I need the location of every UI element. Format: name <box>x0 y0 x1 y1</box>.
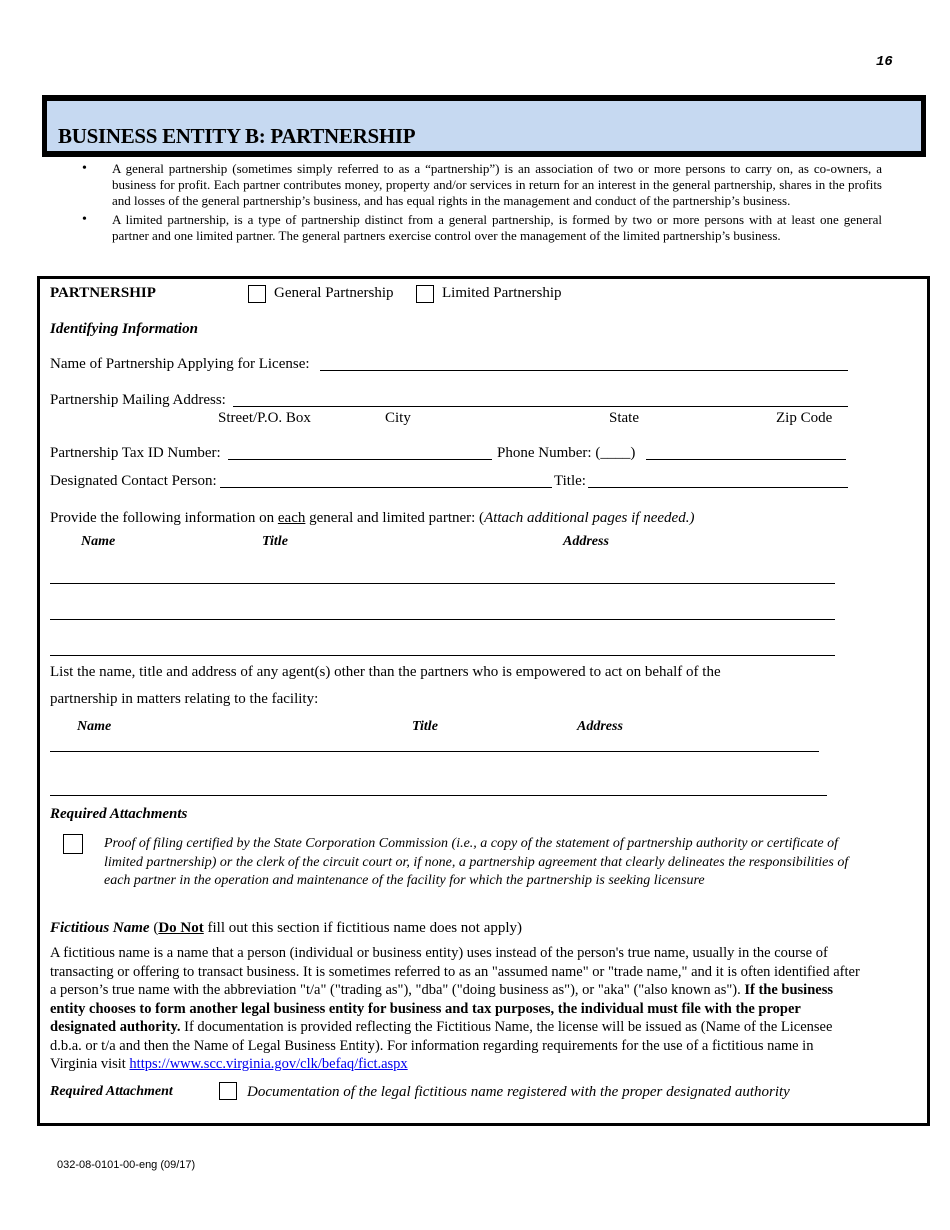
contact-person-field[interactable] <box>220 487 552 488</box>
street-caption: Street/P.O. Box <box>218 410 311 426</box>
page-number: 16 <box>876 54 893 70</box>
state-caption: State <box>609 410 639 426</box>
contact-person-label: Designated Contact Person: <box>50 473 217 489</box>
phone-label: Phone Number: (____) <box>497 445 636 461</box>
phone-field[interactable] <box>646 459 846 460</box>
agent-entry-line[interactable] <box>50 795 827 796</box>
identifying-heading: Identifying Information <box>50 321 198 337</box>
required-attachment-label: Required Attachment <box>50 1084 173 1099</box>
mailing-address-field[interactable] <box>233 406 848 407</box>
general-partnership-label: General Partnership <box>274 285 394 301</box>
contact-title-field[interactable] <box>588 487 848 488</box>
partnership-label: PARTNERSHIP <box>50 285 156 301</box>
form-code: 032-08-0101-00-eng (09/17) <box>57 1159 196 1171</box>
agent-intro-line2: partnership in matters relating to the facility: <box>50 691 319 707</box>
list-item: • A general partnership (sometimes simply referred to as a “partnership”) is an association of two or more persons to carry on, as co-owners, a business for profit. Each partner contributes money, property and/or services in return for an interest in the general partnership, shares in the profits and losses of the general partnership’s business, and has equal rights in the management and conduct of the partnership’s business. <box>82 161 882 208</box>
limited-partnership-checkbox[interactable] <box>416 285 434 303</box>
tax-id-label: Partnership Tax ID Number: <box>50 445 221 461</box>
partner-col-address: Address <box>563 534 609 549</box>
fictitious-doc-checkbox[interactable] <box>219 1082 237 1100</box>
agent-intro-line1: List the name, title and address of any agent(s) other than the partners who is empowered to act on behalf of the <box>50 664 721 680</box>
city-caption: City <box>385 410 411 426</box>
agent-entry-line[interactable] <box>50 751 819 752</box>
mailing-address-label: Partnership Mailing Address: <box>50 392 226 408</box>
required-attachments-heading: Required Attachments <box>50 806 188 822</box>
partner-col-title: Title <box>262 534 288 549</box>
partner-col-name: Name <box>81 534 116 549</box>
partner-intro: Provide the following information on each general and limited partner: (Attach additional pages if needed.) <box>50 510 695 526</box>
partner-entry-line[interactable] <box>50 655 835 656</box>
list-item: • A limited partnership, is a type of partnership distinct from a general partnership, is formed by two or more persons with at least one general partner and one limited partner. The general partners exercise control over the management of the limited partnership’s business. <box>82 212 882 243</box>
fictitious-name-link[interactable]: https://www.scc.virginia.gov/clk/befaq/fict.aspx <box>129 1056 408 1072</box>
partnership-name-field[interactable] <box>320 370 848 371</box>
section-header <box>42 95 926 157</box>
limited-partnership-label: Limited Partnership <box>442 285 562 301</box>
bullet-icon: • <box>82 161 87 176</box>
fictitious-name-heading: Fictitious Name (Do Not fill out this section if fictitious name does not apply) <box>50 920 523 936</box>
partnership-name-label: Name of Partnership Applying for License: <box>50 356 310 372</box>
partner-entry-line[interactable] <box>50 583 835 584</box>
definitions-list <box>82 161 882 247</box>
contact-title-label: Title: <box>554 473 586 489</box>
general-partnership-checkbox[interactable] <box>248 285 266 303</box>
partner-entry-line[interactable] <box>50 619 835 620</box>
agent-col-name: Name <box>77 719 112 734</box>
fictitious-name-description: A fictitious name is a name that a person (individual or business entity) uses instead of the person's true name, usually in the course of transacting or offering to transact business. It is sometimes referred to as an "assumed name" or "trade name," and it is often identified after a person’s true name with the abbreviation "t/a" ("trading as"), "dba" ("doing business as"), or "aka" ("also known as"). If the business entity chooses to form another legal business entity for business and tax purposes, the individual must file with the proper designated authority. If documentation is provided reflecting the Fictitious Name, the license will be issued as (Name of the Licensee d.b.a. or t/a and then the Name of Legal Business Entity). For information regarding requirements for the use of a fictitious name in Virginia visit https://www.scc.virginia.gov/clk/befaq/fict.aspx <box>50 945 860 1072</box>
agent-col-address: Address <box>577 719 623 734</box>
bullet-icon: • <box>82 212 87 227</box>
agent-col-title: Title <box>412 719 438 734</box>
tax-id-field[interactable] <box>228 459 492 460</box>
zip-caption: Zip Code <box>776 410 833 426</box>
fictitious-doc-text: Documentation of the legal fictitious name registered with the proper designated authority <box>247 1084 790 1100</box>
section-title: BUSINESS ENTITY B: PARTNERSHIP <box>58 124 416 148</box>
proof-of-filing-checkbox[interactable] <box>63 834 83 854</box>
proof-of-filing-text: Proof of filing certified by the State Corporation Commission (i.e., a copy of the statement of partnership authority or certificate of limited partnership) or the clerk of the circuit court or, if none, a partnership agreement that clearly delineates the responsibilities of each partner in the operation and maintenance of the facility for which the partnership is seeking licensure <box>104 836 849 888</box>
